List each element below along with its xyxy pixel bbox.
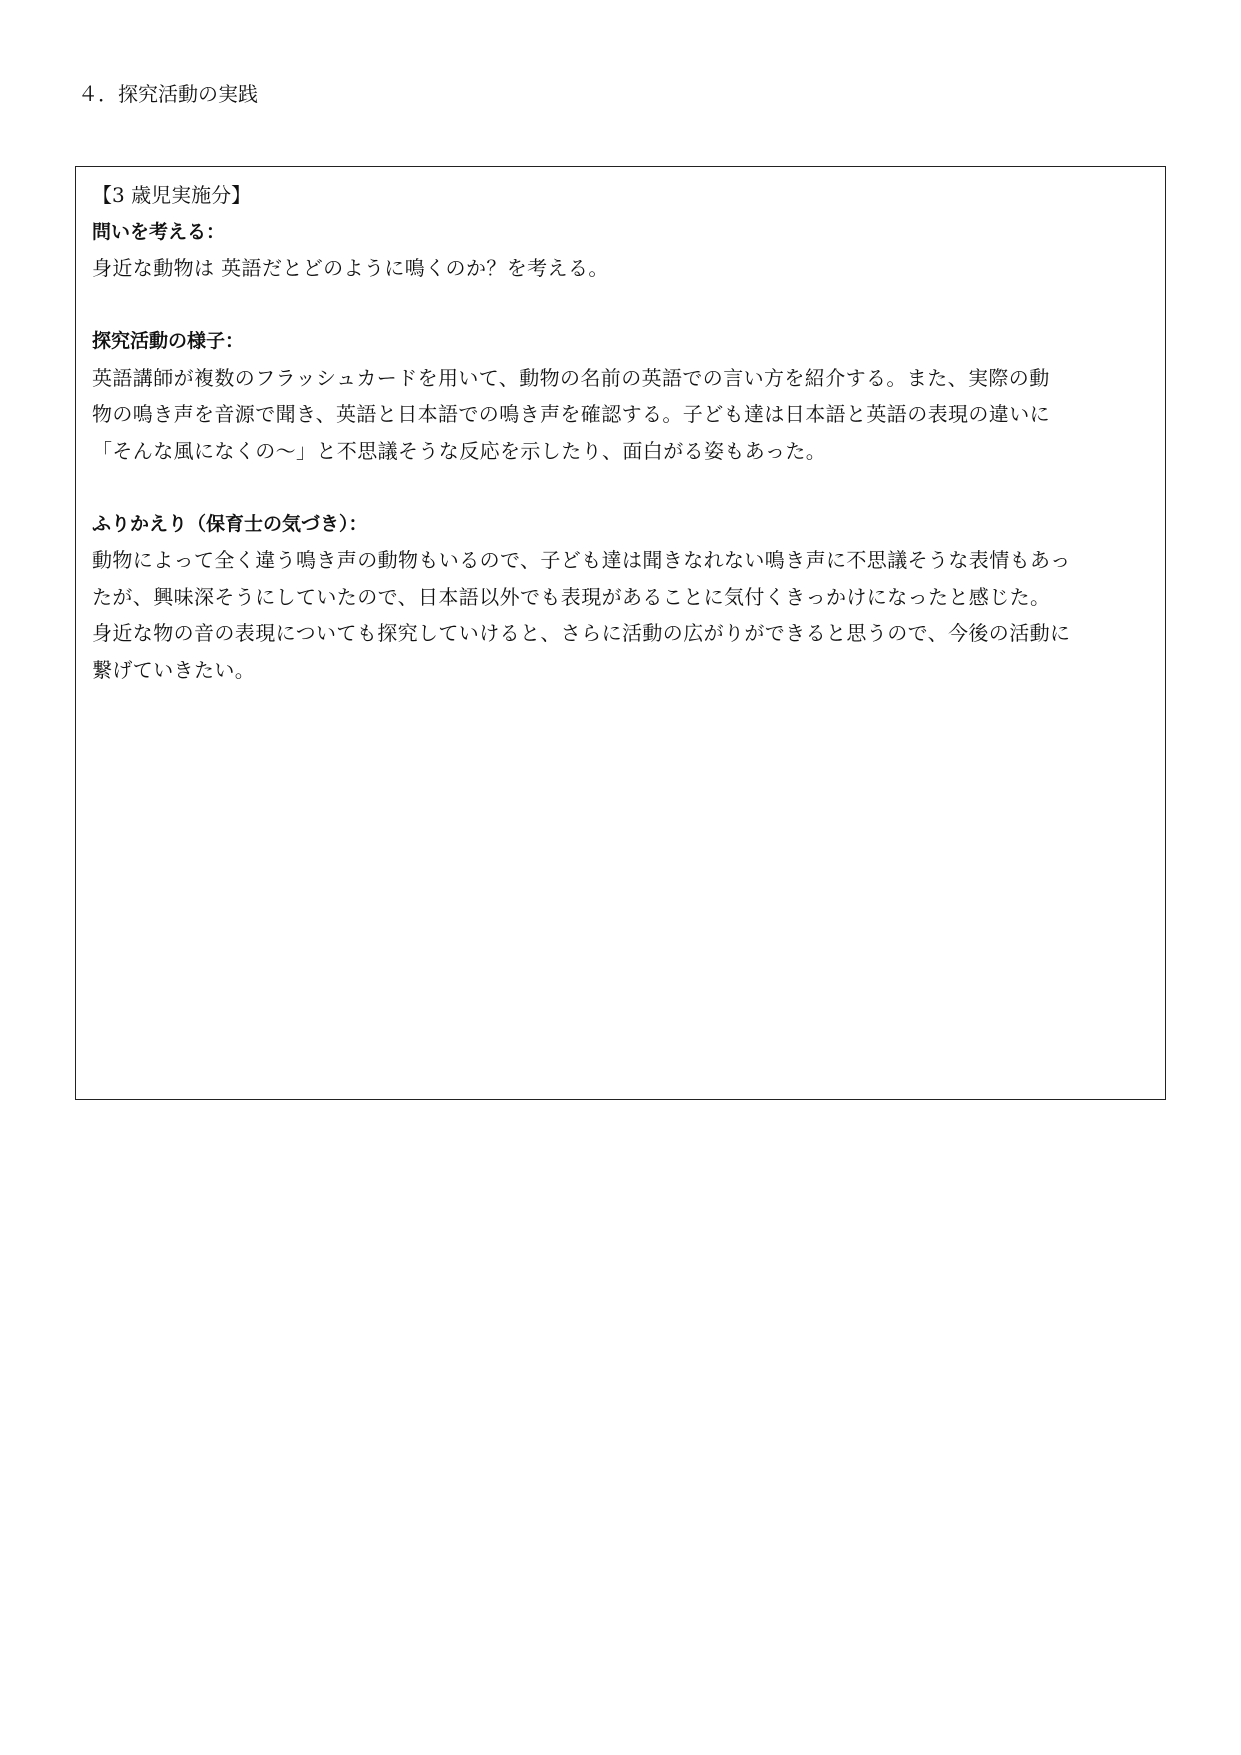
age-group-label: 【3 歳児実施分】 bbox=[92, 183, 252, 207]
report-box bbox=[75, 166, 1166, 1100]
section-heading: ４．探究活動の実践 bbox=[78, 82, 258, 106]
reflection-text-line: 動物によって全く違う鳴き声の動物もいるので、子ども達は聞きなれない鳴き声に不思議そうな表情もあっ bbox=[92, 548, 1071, 572]
reflection-text-line: 身近な物の音の表現についても探究していけると、さらに活動の広がりができると思うので、今後の活動に bbox=[92, 621, 1071, 645]
report-content bbox=[92, 177, 1151, 688]
activity-text-line: 「そんな風になくの～」と不思議そうな反応を示したり、面白がる姿もあった。 bbox=[92, 438, 827, 463]
question-text: 身近な動物は 英語だとどのように鳴くのか？を考える。 bbox=[92, 256, 609, 280]
reflection-heading: ふりかえり（保育士の気づき）： bbox=[92, 512, 368, 535]
spacer bbox=[92, 469, 1151, 506]
activity-heading: 探究活動の様子： bbox=[92, 330, 245, 352]
question-heading: 問いを考える： bbox=[92, 220, 226, 243]
activity-text-line: 英語講師が複数のフラッシュカードを用いて、動物の名前の英語での言い方を紹介する。また、実際の動 bbox=[92, 365, 1050, 390]
reflection-text-line: たが、興味深そうにしていたので、日本語以外でも表現があることに気付くきっかけになったと感じた。 bbox=[92, 584, 1051, 609]
spacer bbox=[92, 287, 1151, 324]
reflection-text-line: 繋げていきたい。 bbox=[92, 657, 256, 682]
activity-text-line: 物の鳴き声を音源で聞き、英語と日本語での鳴き声を確認する。子ども達は日本語と英語の表現の違いに bbox=[92, 402, 1050, 426]
